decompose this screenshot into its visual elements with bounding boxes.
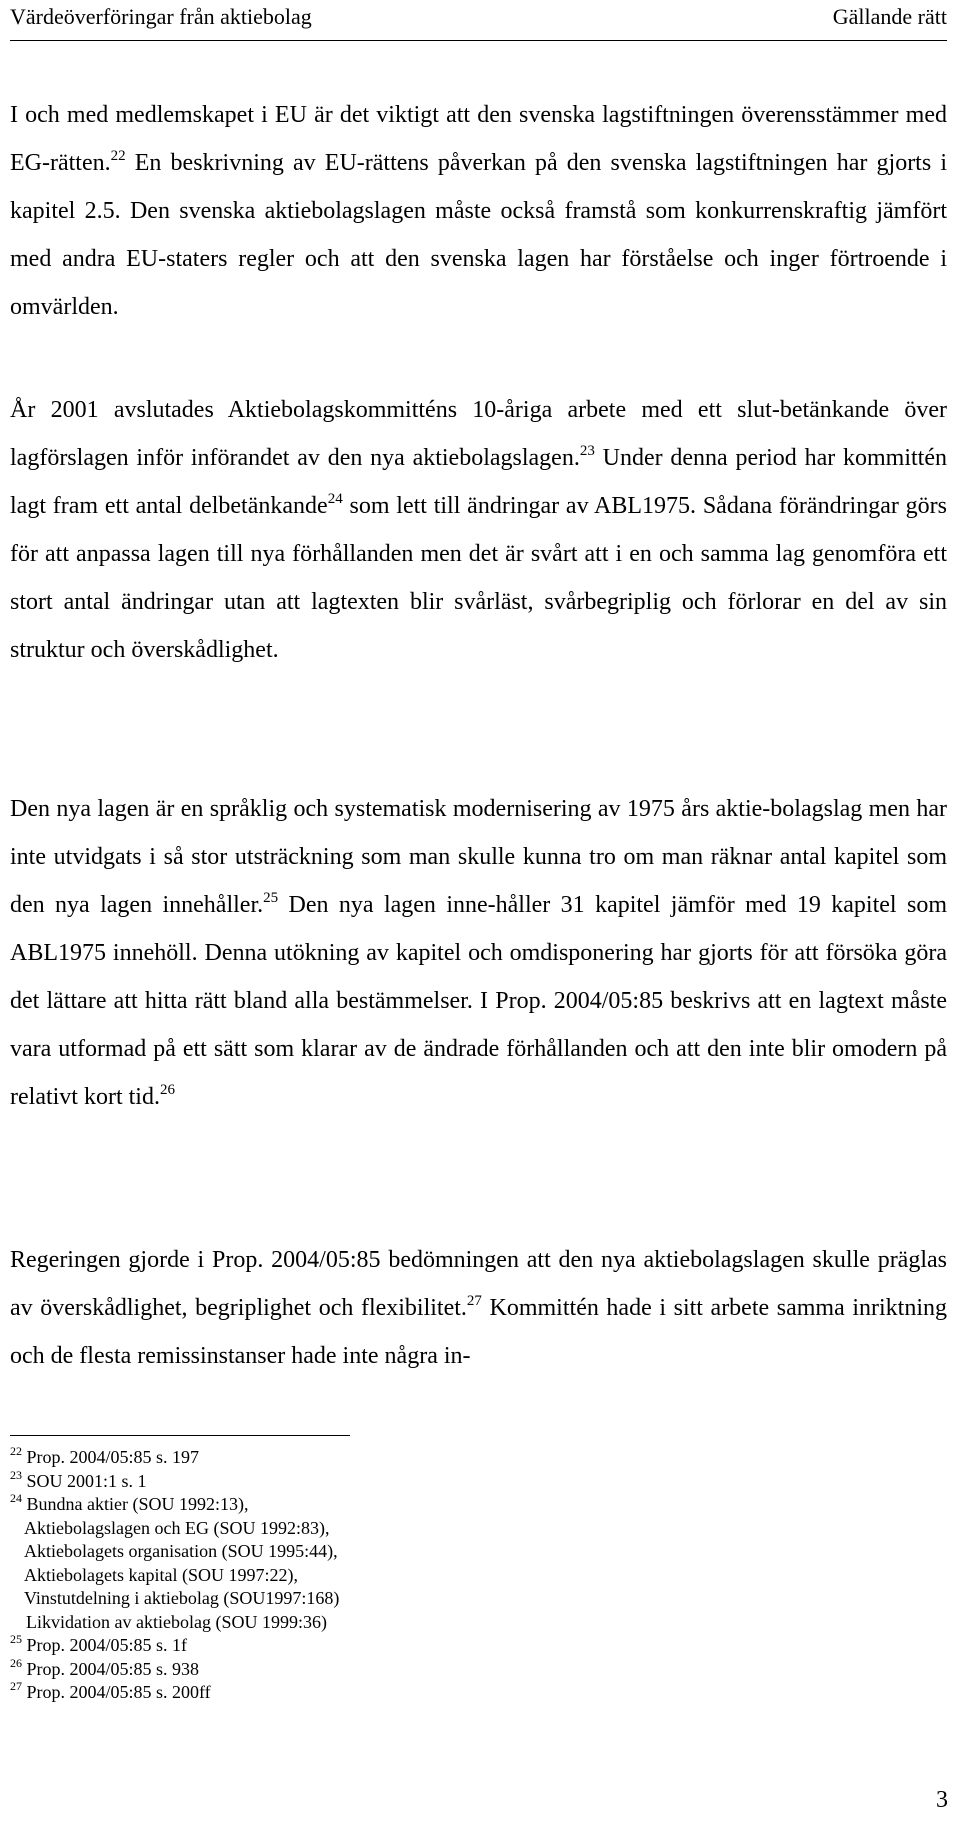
footnote-ref-22: 22	[110, 148, 126, 164]
footnote-number: 26	[10, 1655, 22, 1670]
footnote-ref-23: 23	[579, 443, 595, 459]
footnote-24	[10, 1493, 610, 1517]
footnote-continuation: Aktiebolagets kapital (SOU 1997:22),	[24, 1564, 298, 1585]
paragraph-text: Den nya lagen är en språklig och systematisk modernisering av 1975 års aktie-bolagslag men har inte utvidgats i så stor utsträckning som man skulle kunna tro om man räknar antal kapitel som den nya lagen innehåller.	[10, 796, 947, 918]
footnote-ref-25: 25	[263, 890, 279, 906]
footnote-continuation: Aktiebolagets organisation (SOU 1995:44),	[24, 1541, 338, 1561]
paragraph-text: År 2001 avslutades Aktiebolagskommitténs 10-åriga arbete med ett slut-betänkande över lagförslagen inför införandet av den nya aktiebolagslagen.	[10, 397, 947, 471]
footnote-number: 25	[10, 1632, 22, 1646]
footnote-23	[10, 1467, 610, 1494]
footnote-27	[10, 1681, 610, 1705]
footnote-text: Bundna aktier (SOU 1992:13),	[22, 1494, 249, 1514]
footnote-ref-24: 24	[327, 491, 343, 507]
paragraph-text: Regeringen gjorde i Prop. 2004/05:85 bedömningen att den nya aktiebolagslagen skulle präglas av överskådlighet, begriplighet och flexibilitet.	[10, 1247, 947, 1321]
paragraph-text: som lett till ändringar av ABL1975. Sådana förändringar görs för att anpassa lagen till nya förhållanden men det är svårt att i en och samma lag genomföra ett stort antal ändringar utan att lagtexten blir svårläst, svårbegriplig och förlorar en del av sin struktur och överskådlighet.	[10, 493, 947, 663]
footnotes	[10, 1446, 610, 1705]
paragraph-text: Under denna period har kommittén lagt fram ett antal delbetänkande	[10, 445, 948, 519]
footnote-22	[10, 1446, 610, 1470]
footnote-number: 27	[10, 1679, 22, 1693]
footnote-ref-27: 27	[466, 1293, 482, 1309]
paragraph-text: I och med medlemskapet i EU är det viktigt att den svenska lagstiftningen överensstämmer med EG-rätten.	[10, 102, 947, 176]
footnote-continuation: Likvidation av aktiebolag (SOU 1999:36)	[26, 1611, 327, 1632]
page-number: 3	[936, 1787, 948, 1813]
body-paragraph-1	[10, 91, 947, 331]
paragraph-text: Kommittén hade i sitt arbete samma inriktning och de flesta remissinstanser hade inte några in-	[10, 1295, 947, 1369]
footnote-separator	[10, 1435, 350, 1436]
footnote-text: SOU 2001:1 s. 1	[22, 1470, 147, 1491]
footnote-ref-26: 26	[159, 1082, 175, 1098]
footnote-text: Prop. 2004/05:85 s. 197	[22, 1447, 200, 1467]
paragraph-text: Den nya lagen inne-håller 31 kapitel jämför med 19 kapitel som ABL1975 innehöll. Denna utökning av kapitel och omdisponering har gjorts för att försöka göra det lättare att hitta rätt bland alla bestämmelser. I Prop. 2004/05:85 beskrivs att en lagtext måste vara utformad på ett sätt som klarar av de ändrade förhållanden och att den inte blir omodern på relativt kort tid.	[10, 892, 947, 1110]
footnote-continuation: Aktiebolagslagen och EG (SOU 1992:83),	[24, 1517, 330, 1538]
footnote-number: 24	[10, 1491, 22, 1505]
footnote-number: 22	[10, 1444, 22, 1458]
header-section: Gällande rätt	[832, 4, 947, 29]
body-paragraph-4	[10, 1236, 947, 1380]
body-paragraph-3	[10, 785, 947, 1121]
footnote-text: Prop. 2004/05:85 s. 1f	[22, 1635, 188, 1655]
header-title: Värdeöverföringar från aktiebolag	[10, 4, 312, 29]
footnote-text: Prop. 2004/05:85 s. 200ff	[22, 1682, 211, 1702]
footnote-26	[10, 1655, 610, 1682]
body-paragraph-2	[10, 386, 947, 674]
footnote-number: 23	[10, 1467, 22, 1482]
footnote-text: Prop. 2004/05:85 s. 938	[22, 1658, 200, 1679]
running-header	[10, 0, 947, 41]
footnote-25	[10, 1634, 610, 1658]
footnote-continuation: Vinstutdelning i aktiebolag (SOU1997:168)	[24, 1588, 340, 1608]
paragraph-text: En beskrivning av EU-rättens påverkan på den svenska lagstiftningen har gjorts i kapitel 2.5. Den svenska aktiebolagslagen måste också framstå som konkurrenskraftig jämfört med andra EU-staters regler och att den svenska lagen har förståelse och inger förtroende i omvärlden.	[10, 150, 947, 320]
